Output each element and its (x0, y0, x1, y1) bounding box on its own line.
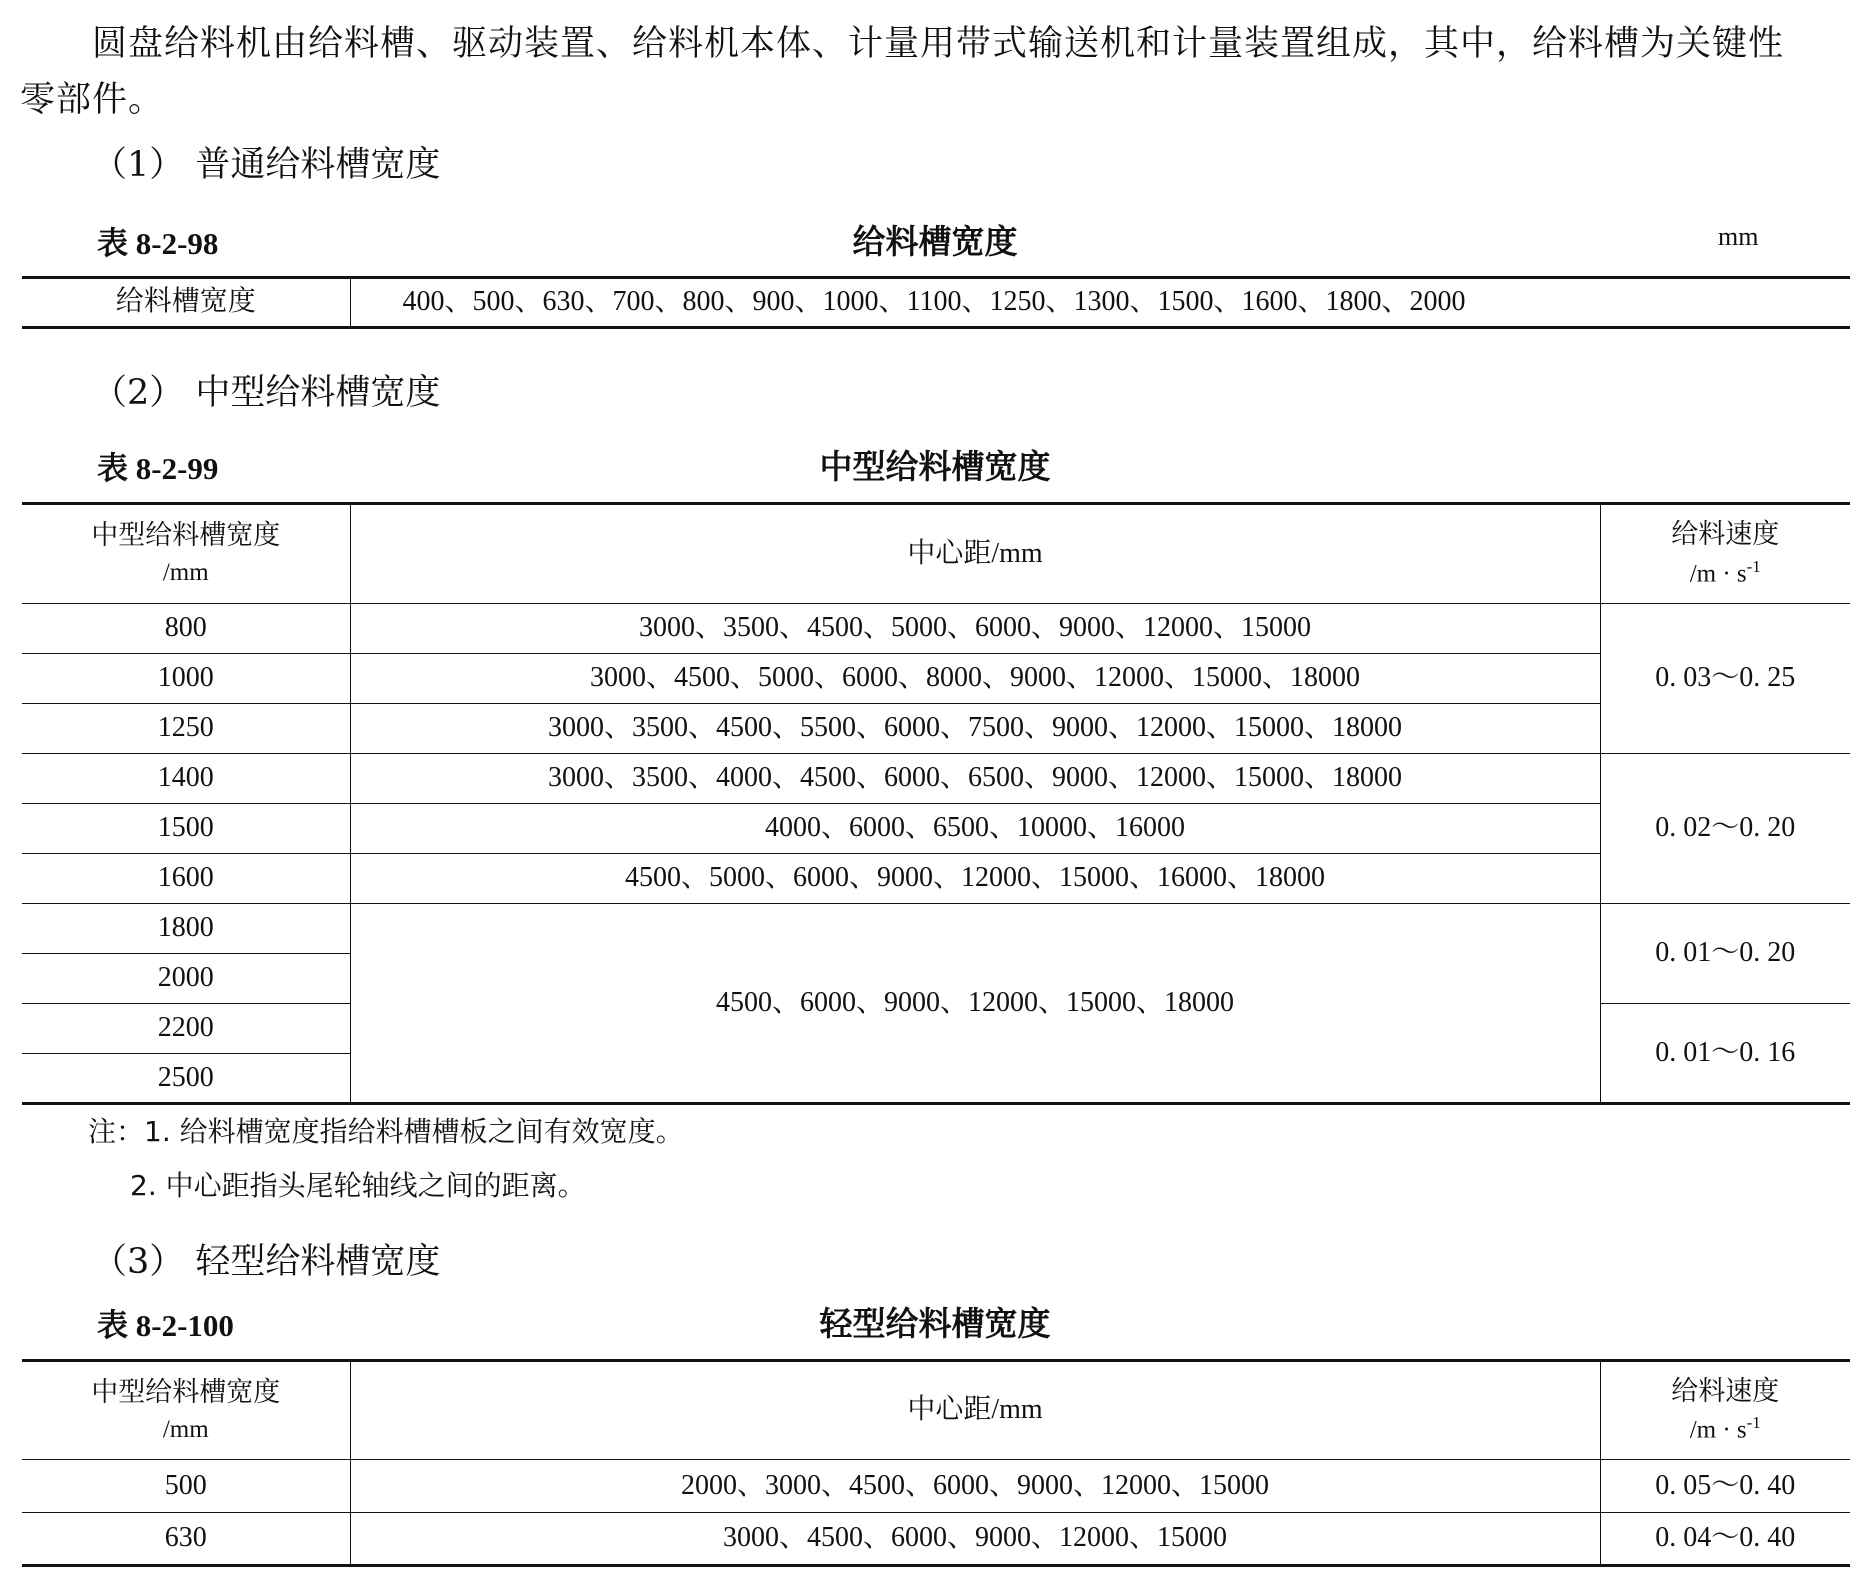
intro-line-2: 零部件。 (20, 80, 165, 120)
table-98-title: 给料槽宽度 (852, 222, 1018, 261)
table-99-speed: 0. 01～0. 20 (1600, 904, 1850, 1004)
table-100-col1-header (22, 1361, 350, 1460)
table-98-number: 表 8-2-98 (97, 226, 219, 261)
table-99-width: 1400 (22, 754, 350, 804)
table-100-col3-unit: $/m \cdot s^{-1}$ (1689, 1413, 1761, 1444)
note-1: 注：1. 给料槽宽度指给料槽槽板之间有效宽度。 (88, 1115, 684, 1148)
table-row (22, 904, 1850, 954)
table-99-width: 2000 (22, 954, 350, 1004)
table-98 (22, 276, 1850, 329)
table-99-col1-unit: /mm (162, 559, 209, 587)
table-99-width: 1800 (22, 904, 350, 954)
table-99-col3-title: 给料速度 (1671, 519, 1780, 551)
table-row (22, 654, 1850, 704)
table-100-number: 表 8-2-100 (97, 1308, 234, 1343)
table-row (22, 804, 1850, 854)
table-row (22, 754, 1850, 804)
table-100-speed: 0. 05～0. 40 (1600, 1460, 1850, 1513)
table-row (22, 1513, 1850, 1566)
table-100-col1-title: 中型给料槽宽度 (91, 1376, 281, 1408)
section-3-heading: （3） 轻型给料槽宽度 (92, 1242, 441, 1282)
table-100-width: 500 (22, 1460, 350, 1513)
table-100-speed: 0. 04～0. 40 (1600, 1513, 1850, 1566)
table-row (22, 1460, 1850, 1513)
table-100-distance: 3000、4500、6000、9000、12000、15000 (350, 1513, 1600, 1566)
table-100-col3-header (1600, 1361, 1850, 1460)
table-99-speed: 0. 02～0. 20 (1600, 754, 1850, 904)
table-100-col2-header: 中心距/mm (350, 1361, 1600, 1460)
table-100 (22, 1359, 1850, 1567)
table-99-distance: 3000、3500、4500、5500、6000、7500、9000、12000、15000、18000 (350, 704, 1600, 754)
table-99-merged-distance: 4500、6000、9000、12000、15000、18000 (350, 904, 1600, 1104)
table-100-header-row (22, 1361, 1850, 1460)
table-99-speed: 0. 01～0. 16 (1600, 1004, 1850, 1104)
table-99-distance: 3000、4500、5000、6000、8000、9000、12000、15000、18000 (350, 654, 1600, 704)
table-99-width: 1000 (22, 654, 350, 704)
table-100-col1-unit: /mm (162, 1415, 209, 1443)
table-100-title: 轻型给料槽宽度 (819, 1304, 1051, 1343)
table-99-distance: 4000、6000、6500、10000、16000 (350, 804, 1600, 854)
table-99-number: 表 8-2-99 (97, 451, 219, 486)
table-98-row-label: 给料槽宽度 (22, 278, 350, 328)
table-row (22, 854, 1850, 904)
section-1-heading: （1） 普通给料槽宽度 (92, 145, 441, 185)
table-99-speed: 0. 03～0. 25 (1600, 604, 1850, 754)
table-99-distance: 4500、5000、6000、9000、12000、15000、16000、18000 (350, 854, 1600, 904)
note-2: 2. 中心距指头尾轮轴线之间的距离。 (130, 1169, 586, 1202)
table-99-distance: 3000、3500、4500、5000、6000、9000、12000、15000 (350, 604, 1600, 654)
table-99-width: 2500 (22, 1054, 350, 1104)
table-99-col3-header (1600, 504, 1850, 604)
table-99-title: 中型给料槽宽度 (819, 447, 1051, 486)
table-99-width: 1250 (22, 704, 350, 754)
table-98-unit: mm (1718, 222, 1759, 251)
table-100-distance: 2000、3000、4500、6000、9000、12000、15000 (350, 1460, 1600, 1513)
table-99-width: 1600 (22, 854, 350, 904)
table-100-width: 630 (22, 1513, 350, 1566)
section-2-heading: （2） 中型给料槽宽度 (92, 373, 441, 413)
table-row (22, 604, 1850, 654)
table-99-width: 800 (22, 604, 350, 654)
table-99-col3-unit: $/m \cdot s^{-1}$ (1689, 556, 1761, 588)
table-99-width: 2200 (22, 1004, 350, 1054)
table-99-col2-header: 中心距/mm (350, 504, 1600, 604)
table-98-values: 400、500、630、700、800、900、1000、1100、1250、1300、1500、1600、1800、2000 (350, 278, 1850, 328)
table-100-col3-title: 给料速度 (1671, 1375, 1780, 1407)
table-row (22, 704, 1850, 754)
table-99-col1-header (22, 504, 350, 604)
table-99 (22, 502, 1850, 1105)
table-99-col1-title: 中型给料槽宽度 (91, 520, 281, 552)
table-99-header-row (22, 504, 1850, 604)
table-99-distance: 3000、3500、4000、4500、6000、6500、9000、12000、15000、18000 (350, 754, 1600, 804)
intro-line-1: 圆盘给料机由给料槽、驱动装置、给料机本体、计量用带式输送机和计量装置组成，其中，给料槽为关键性 (92, 24, 1785, 64)
table-99-width: 1500 (22, 804, 350, 854)
